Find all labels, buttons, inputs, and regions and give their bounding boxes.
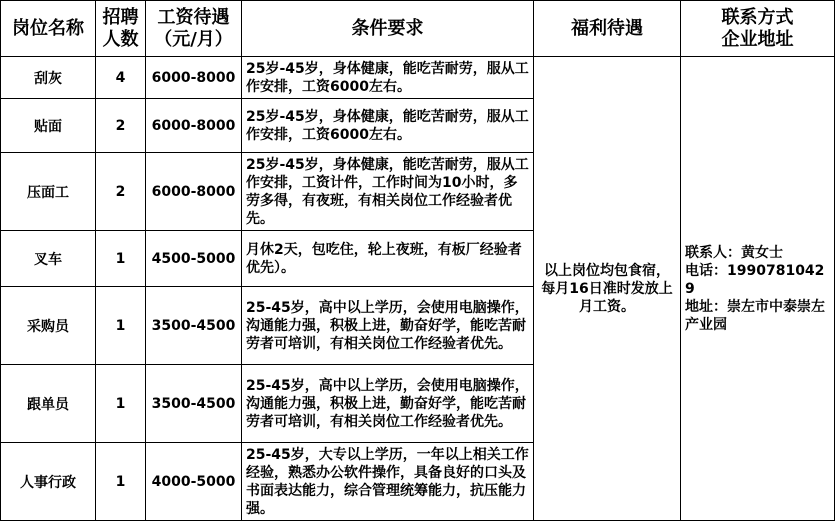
- header-benefits: 福利待遇: [534, 1, 681, 57]
- position-cell: 人事行政: [1, 443, 96, 521]
- header-requirements: 条件要求: [242, 1, 534, 57]
- count-cell: 1: [96, 365, 146, 443]
- header-count: [96, 1, 146, 57]
- contact-cell: [681, 57, 835, 521]
- table-row: [1, 57, 835, 99]
- salary-cell: 4500-5000: [146, 231, 242, 287]
- count-cell: 2: [96, 99, 146, 153]
- position-cell: 采购员: [1, 287, 96, 365]
- count-cell: 4: [96, 57, 146, 99]
- position-cell: 刮灰: [1, 57, 96, 99]
- position-cell: 跟单员: [1, 365, 96, 443]
- header-salary-line1: 工资待遇: [157, 6, 230, 28]
- requirements-cell: 25岁-45岁，身体健康，能吃苦耐劳，服从工作安排，工资6000左右。: [242, 57, 534, 99]
- salary-cell: 4000-5000: [146, 443, 242, 521]
- header-count-line2: 人数: [102, 28, 139, 50]
- requirements-cell: 25-45岁，高中以上学历，会使用电脑操作，沟通能力强，积极上进，勤奋好学，能吃苦耐劳者可培训，有相关岗位工作经验者优先。: [242, 365, 534, 443]
- salary-cell: 6000-8000: [146, 57, 242, 99]
- contact-person: 联系人：黄女士: [685, 244, 783, 261]
- position-cell: 压面工: [1, 153, 96, 231]
- header-row: [1, 1, 835, 57]
- count-cell: 2: [96, 153, 146, 231]
- header-contact-line1: 联系方式: [721, 6, 794, 28]
- header-position: 岗位名称: [1, 1, 96, 57]
- requirements-cell: 25岁-45岁，身体健康，能吃苦耐劳，服从工作安排，工资计件，工作时间为10小时，多劳多得，有夜班，有相关岗位工作经验者优先。: [242, 153, 534, 231]
- requirements-cell: 25岁-45岁，身体健康，能吃苦耐劳，服从工作安排，工资6000左右。: [242, 99, 534, 153]
- contact-phone: 电话：19907810429: [685, 262, 825, 297]
- count-cell: 1: [96, 287, 146, 365]
- salary-cell: 3500-4500: [146, 287, 242, 365]
- count-cell: 1: [96, 443, 146, 521]
- header-salary: [146, 1, 242, 57]
- position-cell: 贴面: [1, 99, 96, 153]
- requirements-cell: 25-45岁，大专以上学历，一年以上相关工作经验，熟悉办公软件操作，具备良好的口头及书面表达能力，综合管理统筹能力，抗压能力强。: [242, 443, 534, 521]
- header-contact: [681, 1, 835, 57]
- requirements-cell: 25-45岁，高中以上学历，会使用电脑操作，沟通能力强，积极上进，勤奋好学，能吃苦耐劳者可培训，有相关岗位工作经验者优先。: [242, 287, 534, 365]
- benefits-cell: 以上岗位均包食宿，每月16日准时发放上月工资。: [534, 57, 681, 521]
- salary-cell: 6000-8000: [146, 153, 242, 231]
- position-cell: 叉车: [1, 231, 96, 287]
- contact-address: 地址：崇左市中泰崇左产业园: [685, 298, 825, 333]
- header-contact-line2: 企业地址: [721, 28, 794, 50]
- salary-cell: 3500-4500: [146, 365, 242, 443]
- header-count-line1: 招聘: [102, 6, 139, 28]
- count-cell: 1: [96, 231, 146, 287]
- header-salary-line2: （元/月）: [154, 28, 233, 50]
- requirements-cell: 月休2天，包吃住，轮上夜班，有板厂经验者优先）。: [242, 231, 534, 287]
- salary-cell: 6000-8000: [146, 99, 242, 153]
